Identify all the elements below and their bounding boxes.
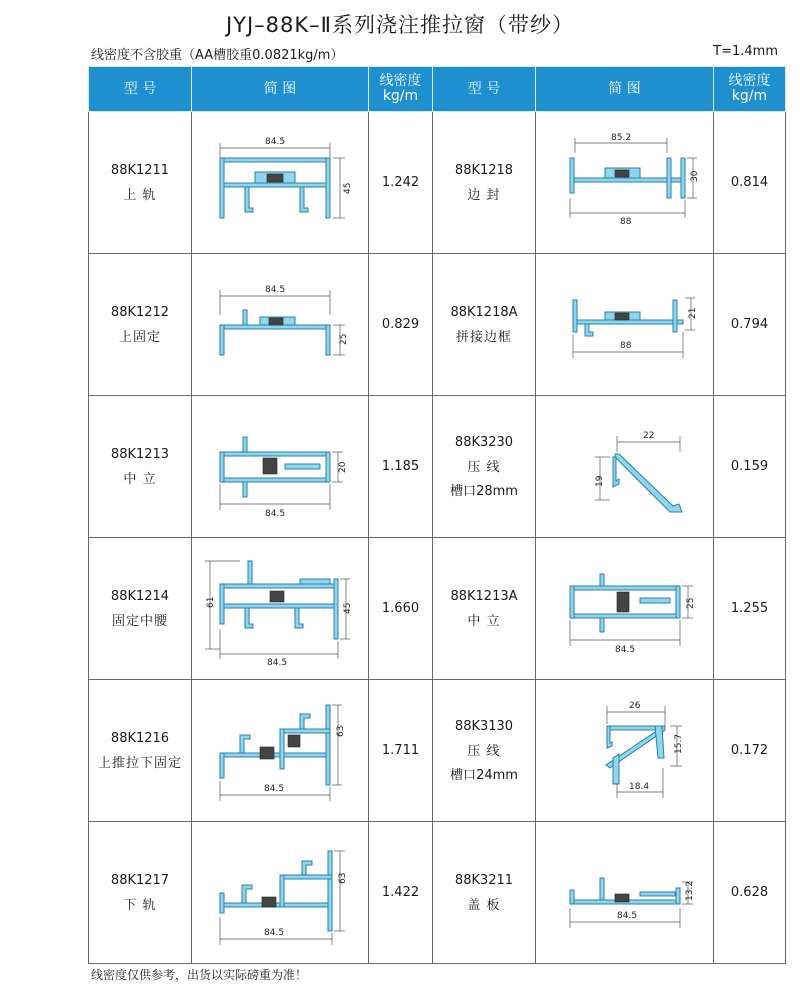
model-cell bbox=[89, 822, 192, 964]
profile-drawing-88K3130 bbox=[545, 696, 705, 806]
table-row bbox=[89, 538, 786, 680]
profile-drawing-88K1217 bbox=[200, 833, 360, 953]
header-diagram-left: 简 图 bbox=[192, 67, 369, 112]
model-cell bbox=[433, 254, 536, 396]
dim-height: 13.2 bbox=[684, 880, 695, 901]
dim-height: 63 bbox=[336, 725, 346, 737]
header-density-right bbox=[714, 67, 786, 112]
model-id: 88K3230 bbox=[454, 434, 514, 450]
model-cell bbox=[433, 680, 536, 822]
density-value: 1.660 bbox=[369, 538, 433, 680]
density-value: 0.628 bbox=[714, 822, 786, 964]
dim-width: 84.5 bbox=[265, 284, 286, 295]
model-name: 压 线 bbox=[467, 743, 501, 759]
model-id: 88K1218A bbox=[450, 304, 518, 320]
model-cell bbox=[89, 538, 192, 680]
diagram-cell bbox=[536, 254, 714, 396]
model-name: 上 轨 bbox=[123, 187, 157, 203]
dim-height: 20 bbox=[338, 461, 348, 473]
subtitle: 线密度不含胶重（AA槽胶重0.0821kg/m） bbox=[91, 48, 344, 63]
model-cell bbox=[89, 112, 192, 254]
dim-height: 15.7 bbox=[673, 733, 684, 754]
profile-drawing-88K3230 bbox=[545, 412, 705, 522]
footer-note: 线密度仅供参考，出货以实际磅重为准！ bbox=[91, 968, 308, 982]
diagram-cell bbox=[536, 822, 714, 964]
profile-drawing-88K1214 bbox=[200, 549, 360, 669]
model-cell bbox=[89, 396, 192, 538]
diagram-cell bbox=[192, 254, 369, 396]
density-value: 1.255 bbox=[714, 538, 786, 680]
dim-height-right: 45 bbox=[343, 602, 353, 614]
table-row bbox=[89, 396, 786, 538]
model-name: 盖 板 bbox=[467, 897, 501, 913]
model-cell bbox=[433, 822, 536, 964]
dim-height: 45 bbox=[343, 182, 353, 194]
dim-width: 84.5 bbox=[264, 927, 285, 938]
table-row bbox=[89, 254, 786, 396]
wall-thickness: T=1.4mm bbox=[713, 44, 778, 59]
dim-height: 25 bbox=[685, 597, 696, 609]
header-diagram-right: 简 图 bbox=[536, 67, 714, 112]
header-density-unit: kg/m bbox=[382, 88, 419, 104]
model-id: 88K1216 bbox=[110, 730, 170, 746]
model-cell bbox=[89, 680, 192, 822]
table-row bbox=[89, 680, 786, 822]
dim-width: 84.5 bbox=[614, 644, 635, 655]
diagram-cell bbox=[536, 680, 714, 822]
dim-top: 85.2 bbox=[610, 132, 631, 143]
model-id: 88K1213 bbox=[110, 446, 170, 462]
diagram-cell bbox=[192, 680, 369, 822]
model-name: 下 轨 bbox=[123, 897, 157, 913]
density-value: 1.242 bbox=[369, 112, 433, 254]
model-name: 边 封 bbox=[467, 187, 501, 203]
dim-bottom: 88 bbox=[619, 216, 631, 227]
profile-drawing-88K1216 bbox=[200, 691, 360, 811]
diagram-cell bbox=[536, 112, 714, 254]
model-id: 88K1214 bbox=[110, 588, 170, 604]
profile-drawing-88K1213A bbox=[545, 554, 705, 664]
model-name: 上固定 bbox=[118, 329, 161, 345]
model-id: 88K1212 bbox=[110, 304, 170, 320]
header-density-unit: kg/m bbox=[731, 88, 768, 104]
model-name: 上推拉下固定 bbox=[97, 755, 182, 771]
profile-table bbox=[88, 66, 786, 964]
model-id: 88K3130 bbox=[454, 718, 514, 734]
dim-height: 63 bbox=[338, 872, 348, 884]
header-density-label: 线密度 bbox=[379, 73, 422, 89]
model-slot: 槽口24mm bbox=[450, 767, 518, 783]
model-id: 88K1211 bbox=[110, 162, 170, 178]
profile-drawing-88K1218 bbox=[545, 128, 705, 238]
model-cell bbox=[433, 396, 536, 538]
profile-drawing-88K1211 bbox=[205, 128, 355, 238]
model-name: 中 立 bbox=[467, 613, 501, 629]
profile-drawing-88K1212 bbox=[205, 270, 355, 380]
model-name: 中 立 bbox=[123, 471, 157, 487]
model-id: 88K1218 bbox=[454, 162, 514, 178]
diagram-cell bbox=[536, 396, 714, 538]
density-value: 0.829 bbox=[369, 254, 433, 396]
header-model-right: 型 号 bbox=[433, 67, 536, 112]
dim-width: 84.5 bbox=[265, 136, 286, 147]
model-name: 压 线 bbox=[467, 459, 501, 475]
diagram-cell bbox=[192, 538, 369, 680]
table-row bbox=[89, 112, 786, 254]
model-name: 固定中腰 bbox=[111, 613, 168, 629]
model-cell bbox=[433, 538, 536, 680]
model-name: 拼接边框 bbox=[455, 329, 512, 345]
density-value: 0.794 bbox=[714, 254, 786, 396]
profile-drawing-88K3211 bbox=[545, 838, 705, 948]
dim-height: 30 bbox=[689, 170, 700, 182]
dim-height: 21 bbox=[687, 307, 698, 319]
header-model-left: 型 号 bbox=[89, 67, 192, 112]
dim-top: 22 bbox=[642, 430, 654, 441]
density-value: 1.422 bbox=[369, 822, 433, 964]
model-cell bbox=[433, 112, 536, 254]
dim-height-left: 61 bbox=[206, 596, 216, 608]
density-value: 1.185 bbox=[369, 396, 433, 538]
profile-drawing-88K1213 bbox=[205, 412, 355, 522]
diagram-cell bbox=[192, 396, 369, 538]
dim-bottom: 18.4 bbox=[628, 781, 649, 792]
dim-height: 19 bbox=[594, 475, 605, 487]
header-density-label: 线密度 bbox=[728, 73, 771, 89]
diagram-cell bbox=[536, 538, 714, 680]
density-value: 1.711 bbox=[369, 680, 433, 822]
diagram-cell bbox=[192, 112, 369, 254]
model-cell bbox=[89, 254, 192, 396]
table-row bbox=[89, 822, 786, 964]
dim-width: 84.5 bbox=[267, 657, 288, 668]
model-id: 88K1217 bbox=[110, 872, 170, 888]
dim-bottom: 88 bbox=[619, 340, 631, 351]
density-value: 0.172 bbox=[714, 680, 786, 822]
diagram-cell bbox=[192, 822, 369, 964]
table-header-row bbox=[89, 67, 786, 112]
density-value: 0.814 bbox=[714, 112, 786, 254]
dim-width: 84.5 bbox=[616, 910, 637, 921]
model-slot: 槽口28mm bbox=[450, 483, 518, 499]
dim-width: 84.5 bbox=[264, 783, 285, 794]
density-value: 0.159 bbox=[714, 396, 786, 538]
model-id: 88K3211 bbox=[454, 872, 514, 888]
dim-width: 84.5 bbox=[265, 508, 286, 519]
profile-drawing-88K1218A bbox=[545, 270, 705, 380]
page-title: JYJ–88K–Ⅱ系列浇注推拉窗（带纱） bbox=[225, 13, 575, 37]
header-density-left bbox=[369, 67, 433, 112]
model-id: 88K1213A bbox=[450, 588, 518, 604]
dim-top: 26 bbox=[628, 700, 640, 711]
dim-height: 25 bbox=[339, 333, 349, 345]
